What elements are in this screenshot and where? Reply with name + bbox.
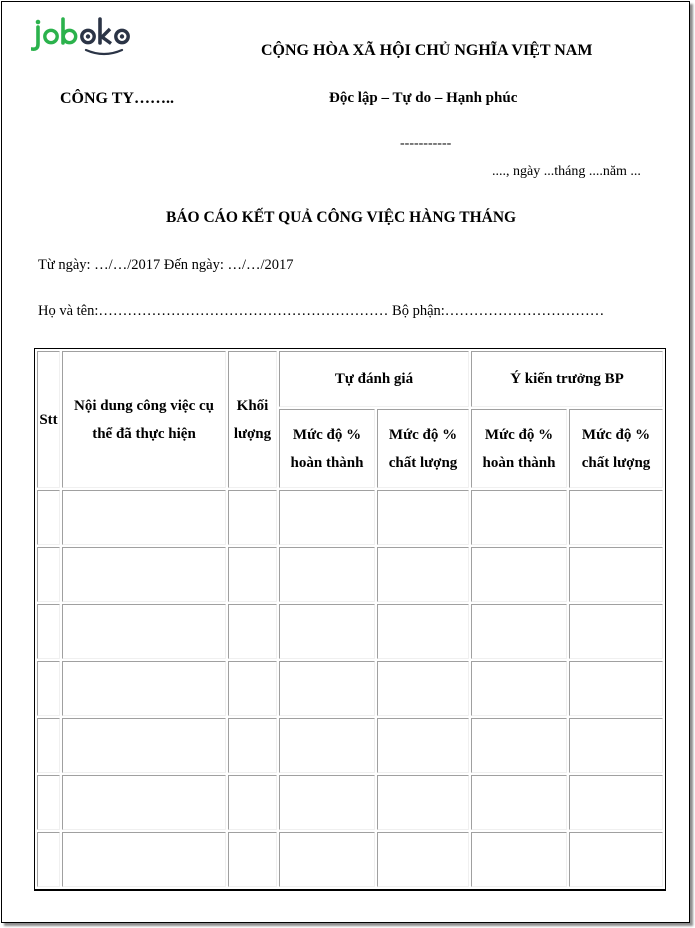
header-work-content-line2: thể đã thực hiện bbox=[92, 425, 196, 442]
table-row bbox=[37, 661, 663, 716]
subheader-line2: hoàn thành bbox=[482, 454, 556, 471]
motto-divider: ----------- bbox=[400, 136, 452, 151]
subheader-line1: Mức độ % bbox=[581, 426, 651, 443]
national-motto: Độc lập – Tự do – Hạnh phúc bbox=[329, 90, 518, 106]
table-cell[interactable] bbox=[471, 718, 567, 773]
table-cell[interactable] bbox=[569, 604, 663, 659]
table-cell[interactable] bbox=[37, 832, 60, 887]
table-cell[interactable] bbox=[279, 661, 375, 716]
table-cell[interactable] bbox=[569, 661, 663, 716]
header-volume-line1: Khối bbox=[236, 397, 269, 414]
table-body bbox=[37, 490, 663, 887]
logo-mark-icon bbox=[31, 14, 135, 58]
employee-info-line: Họ và tên:…………………………………………………… Bộ phận:…………………………… bbox=[38, 303, 605, 319]
table-cell[interactable] bbox=[62, 775, 226, 830]
national-title: CỘNG HÒA XÃ HỘI CHỦ NGHĨA VIỆT NAM bbox=[261, 42, 593, 59]
table-cell[interactable] bbox=[377, 547, 469, 602]
header-stt: Stt bbox=[37, 351, 60, 488]
table-cell[interactable] bbox=[37, 604, 60, 659]
table-cell[interactable] bbox=[37, 547, 60, 602]
subheader-line1: Mức độ % bbox=[292, 426, 362, 443]
table-row bbox=[37, 604, 663, 659]
table-cell[interactable] bbox=[377, 718, 469, 773]
header-manager-opinion: Ý kiến trưởng BP bbox=[471, 351, 663, 407]
table-cell[interactable] bbox=[228, 490, 277, 545]
header-volume bbox=[228, 351, 277, 488]
table-cell[interactable] bbox=[228, 604, 277, 659]
table-cell[interactable] bbox=[228, 547, 277, 602]
joboko-logo bbox=[31, 14, 135, 58]
table-cell[interactable] bbox=[62, 832, 226, 887]
table-cell[interactable] bbox=[37, 775, 60, 830]
table-cell[interactable] bbox=[279, 775, 375, 830]
header-work-content-line1: Nội dung công việc cụ bbox=[73, 397, 214, 414]
table-cell[interactable] bbox=[377, 661, 469, 716]
table-cell[interactable] bbox=[569, 775, 663, 830]
table-row bbox=[37, 490, 663, 545]
table-cell[interactable] bbox=[377, 775, 469, 830]
subheader-line1: Mức độ % bbox=[484, 426, 554, 443]
table-cell[interactable] bbox=[228, 718, 277, 773]
subheader-line2: chất lượng bbox=[581, 454, 651, 471]
table-cell[interactable] bbox=[471, 832, 567, 887]
table-cell[interactable] bbox=[471, 661, 567, 716]
table-cell[interactable] bbox=[471, 490, 567, 545]
table-cell[interactable] bbox=[62, 604, 226, 659]
subheader-line2: chất lượng bbox=[388, 454, 458, 471]
header-volume-line2: lượng bbox=[233, 425, 272, 442]
header-manager-completion bbox=[471, 409, 567, 488]
table-cell[interactable] bbox=[377, 832, 469, 887]
subheader-line2: hoàn thành bbox=[290, 454, 364, 471]
table-row bbox=[37, 718, 663, 773]
table-cell[interactable] bbox=[228, 832, 277, 887]
table-cell[interactable] bbox=[569, 832, 663, 887]
header-self-quality bbox=[377, 409, 469, 488]
table-header-row bbox=[37, 351, 663, 407]
table-row bbox=[37, 832, 663, 887]
table-cell[interactable] bbox=[279, 718, 375, 773]
table-cell[interactable] bbox=[279, 490, 375, 545]
table-cell[interactable] bbox=[377, 604, 469, 659]
header-self-evaluation: Tự đánh giá bbox=[279, 351, 469, 407]
table-cell[interactable] bbox=[471, 775, 567, 830]
table-cell[interactable] bbox=[569, 547, 663, 602]
table-cell[interactable] bbox=[62, 718, 226, 773]
report-title: BÁO CÁO KẾT QUẢ CÔNG VIỆC HÀNG THÁNG bbox=[166, 209, 517, 226]
table-cell[interactable] bbox=[569, 718, 663, 773]
table-cell[interactable] bbox=[37, 718, 60, 773]
table-cell[interactable] bbox=[471, 604, 567, 659]
document-page bbox=[1, 1, 690, 923]
table-cell[interactable] bbox=[228, 775, 277, 830]
header-work-content bbox=[62, 351, 226, 488]
table-row bbox=[37, 547, 663, 602]
table-cell[interactable] bbox=[228, 661, 277, 716]
header-self-completion bbox=[279, 409, 375, 488]
table-cell[interactable] bbox=[569, 490, 663, 545]
header-manager-quality bbox=[569, 409, 663, 488]
table-cell[interactable] bbox=[37, 490, 60, 545]
table-cell[interactable] bbox=[279, 604, 375, 659]
table-cell[interactable] bbox=[279, 547, 375, 602]
table-cell[interactable] bbox=[377, 490, 469, 545]
date-line: ...., ngày ...tháng ....năm ... bbox=[492, 164, 641, 179]
subheader-line1: Mức độ % bbox=[388, 426, 458, 443]
company-name: CÔNG TY…….. bbox=[60, 90, 174, 107]
table-cell[interactable] bbox=[37, 661, 60, 716]
table-cell[interactable] bbox=[471, 547, 567, 602]
table-row bbox=[37, 775, 663, 830]
report-period: Từ ngày: …/…/2017 Đến ngày: …/…/2017 bbox=[38, 257, 294, 273]
table-cell[interactable] bbox=[62, 547, 226, 602]
table-cell[interactable] bbox=[62, 490, 226, 545]
table-cell[interactable] bbox=[62, 661, 226, 716]
report-table bbox=[34, 348, 666, 891]
table-cell[interactable] bbox=[279, 832, 375, 887]
